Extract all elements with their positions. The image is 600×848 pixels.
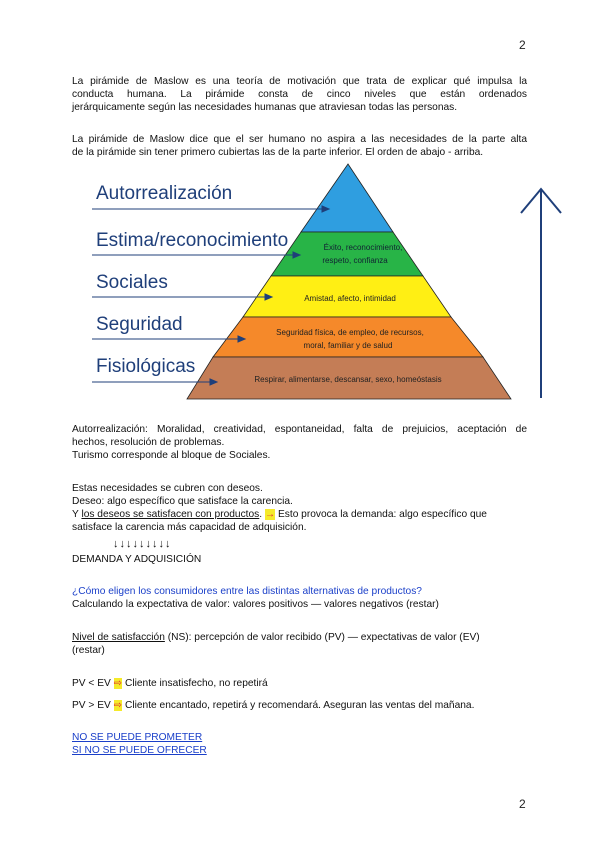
tier-autorrealizacion — [301, 164, 393, 232]
tier-text: Amistad, afecto, intimidad — [304, 294, 396, 303]
level-label-autorrealizacion: Autorrealización — [96, 183, 233, 204]
level-label-seguridad: Seguridad — [96, 314, 183, 335]
pv-line — [72, 677, 527, 690]
link-no-ofrecer[interactable]: SI NO SE PUEDE OFRECER — [72, 745, 207, 756]
deseos-line: Estas necesidades se cubren con deseos. — [72, 483, 263, 494]
link-no-prometer[interactable]: NO SE PUEDE PROMETER — [72, 732, 203, 743]
deseos-line: Deseo: algo específico que satisface la carencia. — [72, 496, 293, 507]
turismo-line: Turismo corresponde al bloque de Sociales. — [72, 450, 271, 461]
intro-line: conducta humana. La pirámide consta de cinco niveles que están ordenados — [72, 89, 527, 100]
text-fragment: PV < EV — [72, 678, 114, 689]
auto-line: hechos, resolución de problemas. — [72, 437, 225, 448]
tier-text: Seguridad física, de empleo, de recursos, — [276, 328, 424, 337]
page-number-bottom: 2 — [519, 797, 526, 811]
text-fragment: Esto provoca la demanda: algo específico que — [275, 509, 487, 520]
demanda-heading: DEMANDA Y ADQUISICIÓN — [72, 554, 202, 565]
arrow-right-icon: ⇨ — [113, 700, 123, 711]
page-number-top: 2 — [519, 38, 526, 52]
ns-line: (restar) — [72, 645, 105, 656]
text-fragment: Cliente encantado, repetirá y recomendará. Aseguran las ventas del mañana. — [122, 700, 475, 711]
tier-text: Respirar, alimentarse, descansar, sexo, homeóstasis — [254, 375, 442, 384]
level-label-sociales: Sociales — [96, 272, 168, 293]
calc-line: Calculando la expectativa de valor: valores positivos — valores negativos (restar) — [72, 599, 439, 610]
deseos-line: satisface la carencia más capacidad de adquisición. — [72, 522, 307, 533]
ns-line — [72, 631, 527, 644]
intro-line: jerárquicamente según las necesidades humanas que atraviesan todas las personas. — [72, 102, 458, 113]
intro-line: La pirámide de Maslow dice que el ser humano no aspira a las necesidades de la parte alta — [72, 134, 527, 145]
underlined-text: Nivel de satisfacción — [72, 632, 165, 643]
pv-line — [72, 699, 527, 712]
tier-seguridad — [213, 317, 483, 357]
level-label-estima: Estima/reconocimiento — [96, 230, 289, 251]
text-fragment: Cliente insatisfecho, no repetirá — [122, 678, 268, 689]
level-label-fisiologicas: Fisiológicas — [96, 356, 196, 377]
auto-line: Autorrealización: Moralidad, creatividad, espontaneidad, falta de prejuicios, aceptación de — [72, 424, 527, 435]
tier-text: moral, familiar y de salud — [303, 341, 393, 350]
tier-text: respeto, confianza — [322, 256, 388, 265]
question-line: ¿Cómo eligen los consumidores entre las distintas alternativas de productos? — [72, 586, 422, 597]
down-arrows: ↓↓↓↓↓↓↓↓↓ — [113, 538, 172, 550]
intro-line: La pirámide de Maslow es una teoría de motivación que trata de explicar qué impulsa la — [72, 76, 527, 87]
arrow-right-icon: ⇨ — [113, 678, 123, 689]
text-fragment: . — [259, 509, 265, 520]
tier-text: Éxito, reconocimiento, — [323, 243, 403, 252]
text-fragment: PV > EV — [72, 700, 114, 711]
underlined-text: los deseos se satisfacen con productos — [81, 509, 260, 520]
intro-line: de la pirámide sin tener primero cubiertas las de la parte inferior. El orden de abajo - arriba. — [72, 147, 484, 158]
arrow-right-icon: → — [264, 509, 276, 520]
text-fragment: (NS): percepción de valor recibido (PV) — expectativas de valor (EV) — [164, 632, 480, 643]
text-fragment: Y — [72, 509, 82, 520]
deseos-line — [72, 508, 527, 521]
